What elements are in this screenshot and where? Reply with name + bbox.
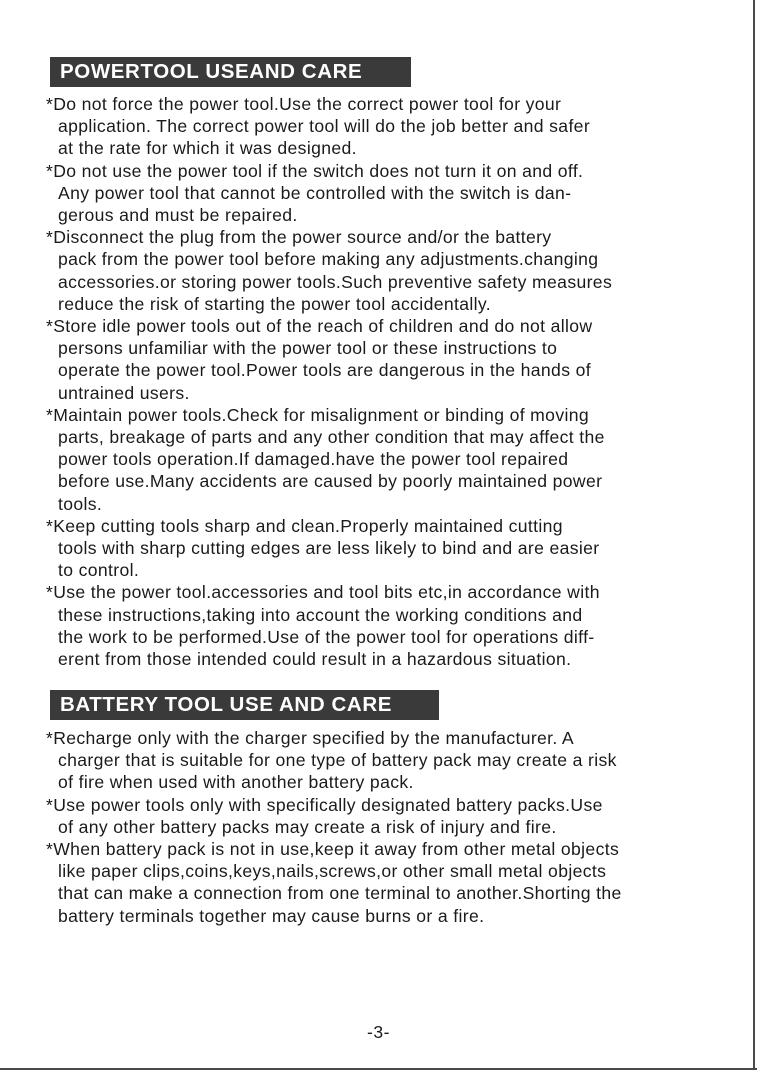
bullet-item <box>46 727 736 794</box>
bullet-line: to control. <box>58 560 140 581</box>
bullet-line: parts, breakage of parts and any other condition that may affect the <box>58 427 605 448</box>
page-number: -3- <box>366 1022 390 1042</box>
bullet-line: tools. <box>58 493 103 514</box>
section-body-battery-tool-use-and-care <box>46 727 736 927</box>
section-header-power-tool-use-and-care: POWERTOOL USEAND CARE <box>50 57 411 87</box>
bullet-item <box>46 226 736 315</box>
section-header-battery-tool-use-and-care: BATTERY TOOL USE AND CARE <box>50 690 439 720</box>
bullet-line: erent from those intended could result in a hazardous situation. <box>58 649 572 670</box>
bullet-line: battery terminals together may cause burns or a fire. <box>58 905 485 926</box>
bullet-item <box>46 515 736 582</box>
bullet-line: reduce the risk of starting the power tool accidentally. <box>58 293 491 314</box>
bullet-line: power tools operation.If damaged.have the power tool repaired <box>58 449 569 470</box>
bullet-line: gerous and must be repaired. <box>58 205 298 226</box>
bullet-line: charger that is suitable for one type of battery pack may create a risk <box>58 750 617 771</box>
bullet-line: Any power tool that cannot be controlled with the switch is dan- <box>58 182 572 203</box>
bullet-line: tools with sharp cutting edges are less likely to bind and are easier <box>58 538 600 559</box>
section-body-power-tool-use-and-care <box>46 93 736 670</box>
bullet-item <box>46 160 736 227</box>
bullet-item <box>46 581 736 670</box>
bullet-item <box>46 315 736 404</box>
bullet-line: accessories.or storing power tools.Such preventive safety measures <box>58 271 613 292</box>
bullet-line: these instructions,taking into account the working conditions and <box>58 604 583 625</box>
bullet-line: *Use the power tool.accessories and tool bits etc,in accordance with <box>46 582 600 603</box>
bullet-line: *Keep cutting tools sharp and clean.Properly maintained cutting <box>46 515 563 536</box>
bullet-line: the work to be performed.Use of the power tool for operations diff- <box>58 626 595 647</box>
bullet-line: *Maintain power tools.Check for misalignment or binding of moving <box>46 404 589 425</box>
bullet-line: *Store idle power tools out of the reach of children and do not allow <box>46 316 593 337</box>
bullet-item <box>46 838 736 927</box>
bullet-line: that can make a connection from one terminal to another.Shorting the <box>58 883 622 904</box>
page-border-bottom <box>0 1068 757 1070</box>
bullet-line: before use.Many accidents are caused by poorly maintained power <box>58 471 603 492</box>
bullet-line: pack from the power tool before making any adjustments.changing <box>58 249 599 270</box>
bullet-line: application. The correct power tool will do the job better and safer <box>58 116 591 137</box>
bullet-line: *Do not use the power tool if the switch does not turn it on and off. <box>46 160 584 181</box>
bullet-line: of fire when used with another battery pack. <box>58 772 414 793</box>
bullet-line: operate the power tool.Power tools are dangerous in the hands of <box>58 360 591 381</box>
bullet-item <box>46 794 736 838</box>
bullet-line: like paper clips,coins,keys,nails,screws,or other small metal objects <box>58 861 607 882</box>
bullet-line: at the rate for which it was designed. <box>58 138 357 159</box>
bullet-line: persons unfamiliar with the power tool or these instructions to <box>58 338 558 359</box>
bullet-line: *Disconnect the plug from the power source and/or the battery <box>46 227 552 248</box>
bullet-line: *Use power tools only with specifically designated battery packs.Use <box>46 794 603 815</box>
bullet-line: of any other battery packs may create a risk of injury and fire. <box>58 816 557 837</box>
bullet-item <box>46 93 736 160</box>
bullet-line: *Do not force the power tool.Use the correct power tool for your <box>46 94 562 114</box>
bullet-line: *Recharge only with the charger specified by the manufacturer. A <box>46 728 575 748</box>
bullet-item <box>46 404 736 515</box>
bullet-line: untrained users. <box>58 382 190 403</box>
page-border-right <box>753 0 755 1068</box>
bullet-line: *When battery pack is not in use,keep it away from other metal objects <box>46 839 620 860</box>
